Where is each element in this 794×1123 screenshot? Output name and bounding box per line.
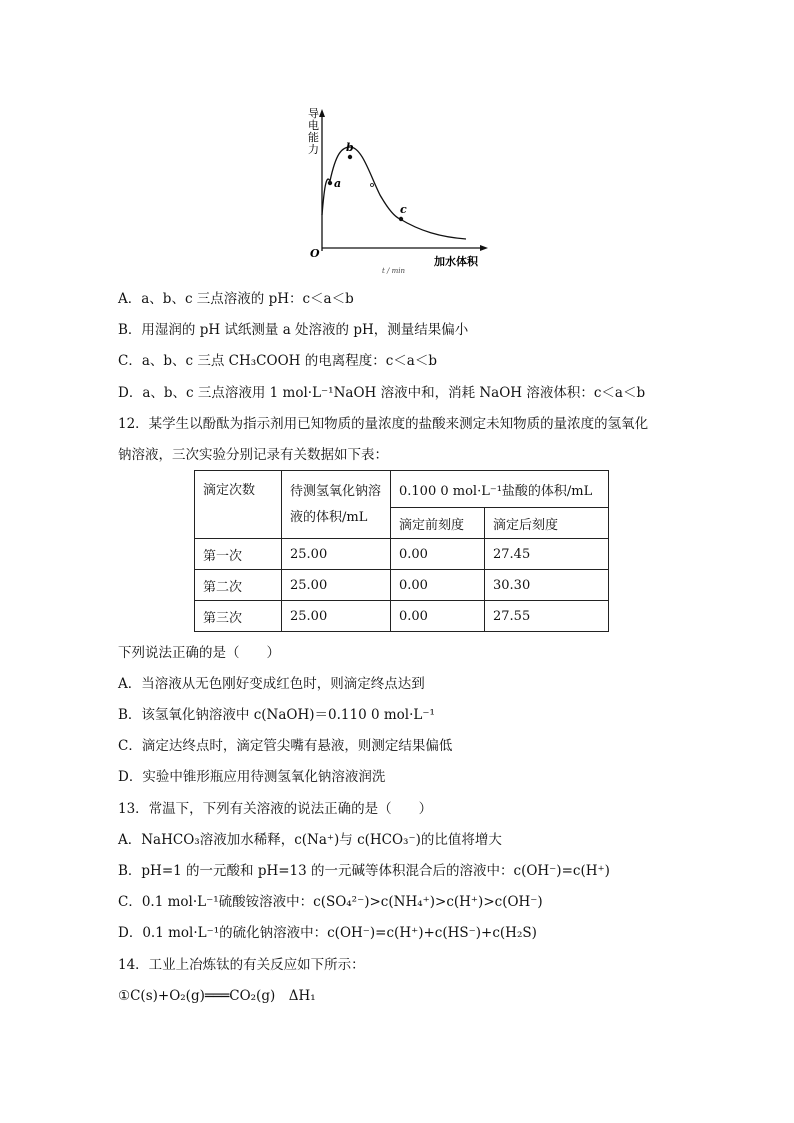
cell-trial: 第一次 — [195, 539, 282, 570]
cell-trial: 第三次 — [195, 601, 282, 632]
q13-stem: 13．常温下，下列有关溶液的说法正确的是（ ） — [118, 801, 433, 817]
q12-option-b: B．该氢氧化钠溶液中 c(NaOH)＝0.110 0 mol·L⁻¹ — [118, 707, 435, 723]
header-hcl-volume: 0.100 0 mol·L⁻¹盐酸的体积/mL — [391, 471, 609, 508]
q12-stem-line-1: 12．某学生以酚酞为指示剂用已知物质的量浓度的盐酸来测定未知物质的量浓度的氢氧化 — [118, 416, 649, 432]
origin-label: O — [310, 247, 320, 260]
stray-axis-text: t / min — [382, 267, 406, 275]
point-c-marker — [399, 217, 403, 221]
q11-option-d: D．a、b、c 三点溶液用 1 mol·L⁻¹NaOH 溶液中和，消耗 NaOH 溶液体积：c＜a＜b — [118, 385, 646, 401]
cell-naoh: 25.00 — [282, 601, 391, 632]
q11-option-a: A．a、b、c 三点溶液的 pH：c＜a＜b — [118, 291, 354, 307]
cell-before: 0.00 — [391, 570, 485, 601]
point-b-label: b — [346, 141, 354, 154]
q12-option-a: A．当溶液从无色刚好变成红色时，则滴定终点达到 — [118, 676, 425, 692]
cell-after: 27.55 — [485, 601, 609, 632]
cell-before: 0.00 — [391, 601, 485, 632]
x-axis-label: 加水体积 — [434, 255, 478, 268]
curve-midpoint-marker — [371, 184, 374, 187]
header-naoh-line-2: 液的体积/mL — [290, 510, 368, 525]
q14-reaction-1: ①C(s)+O₂(g)═══CO₂(g) ΔH₁ — [118, 988, 316, 1004]
q11-option-c: C．a、b、c 三点 CH₃COOH 的电离程度：c＜a＜b — [118, 353, 437, 369]
header-trial: 滴定次数 — [195, 471, 282, 539]
cell-after: 30.30 — [485, 570, 609, 601]
y-label-char-3: 能 — [308, 131, 319, 144]
conductivity-curve-graph — [300, 105, 500, 275]
header-before: 滴定前刻度 — [391, 508, 485, 539]
q11-option-b: B．用湿润的 pH 试纸测量 a 处溶液的 pH，测量结果偏小 — [118, 322, 469, 338]
q13-option-b: B．pH=1 的一元酸和 pH=13 的一元碱等体积混合后的溶液中：c(OH⁻)=c(H⁺) — [118, 863, 610, 879]
table-row — [195, 570, 609, 601]
q13-option-c: C．0.1 mol·L⁻¹硫酸铵溶液中：c(SO₄²⁻)>c(NH₄⁺)>c(H⁺)>c(OH⁻) — [118, 894, 543, 910]
y-label-char-2: 电 — [308, 119, 319, 132]
q13-option-d: D．0.1 mol·L⁻¹的硫化钠溶液中：c(OH⁻)=c(H⁺)+c(HS⁻)+c(H₂S) — [118, 925, 537, 941]
conductivity-curve — [322, 147, 466, 239]
cell-after: 27.45 — [485, 539, 609, 570]
y-label-char-1: 导 — [308, 107, 319, 120]
cell-naoh: 25.00 — [282, 570, 391, 601]
point-c-label: c — [400, 203, 407, 216]
q13-option-a: A．NaHCO₃溶液加水稀释，c(Na⁺)与 c(HCO₃⁻)的比值将增大 — [118, 832, 502, 848]
header-naoh-line-1: 待测氢氧化钠溶 — [290, 484, 382, 499]
q14-stem: 14．工业上冶炼钛的有关反应如下所示： — [118, 957, 365, 973]
titration-table — [194, 470, 609, 632]
table-row — [195, 601, 609, 632]
header-after: 滴定后刻度 — [485, 508, 609, 539]
cell-trial: 第二次 — [195, 570, 282, 601]
header-naoh-volume — [282, 471, 391, 539]
point-a-marker — [328, 181, 332, 185]
y-label-char-4: 力 — [308, 143, 319, 156]
point-a-label: a — [334, 177, 342, 190]
table-header-row — [195, 471, 609, 508]
q12-prompt: 下列说法正确的是（ ） — [118, 645, 280, 661]
table-row — [195, 539, 609, 570]
q12-option-c: C．滴定达终点时，滴定管尖嘴有悬液，则测定结果偏低 — [118, 738, 453, 754]
q12-option-d: D．实验中锥形瓶应用待测氢氧化钠溶液润洗 — [118, 769, 386, 785]
cell-naoh: 25.00 — [282, 539, 391, 570]
point-b-marker — [348, 155, 352, 159]
y-axis-arrow-icon — [319, 109, 325, 117]
q12-stem-line-2: 钠溶液，三次实验分别记录有关数据如下表： — [118, 447, 388, 463]
x-axis-arrow-icon — [480, 245, 488, 251]
conductivity-figure — [300, 105, 500, 275]
cell-before: 0.00 — [391, 539, 485, 570]
